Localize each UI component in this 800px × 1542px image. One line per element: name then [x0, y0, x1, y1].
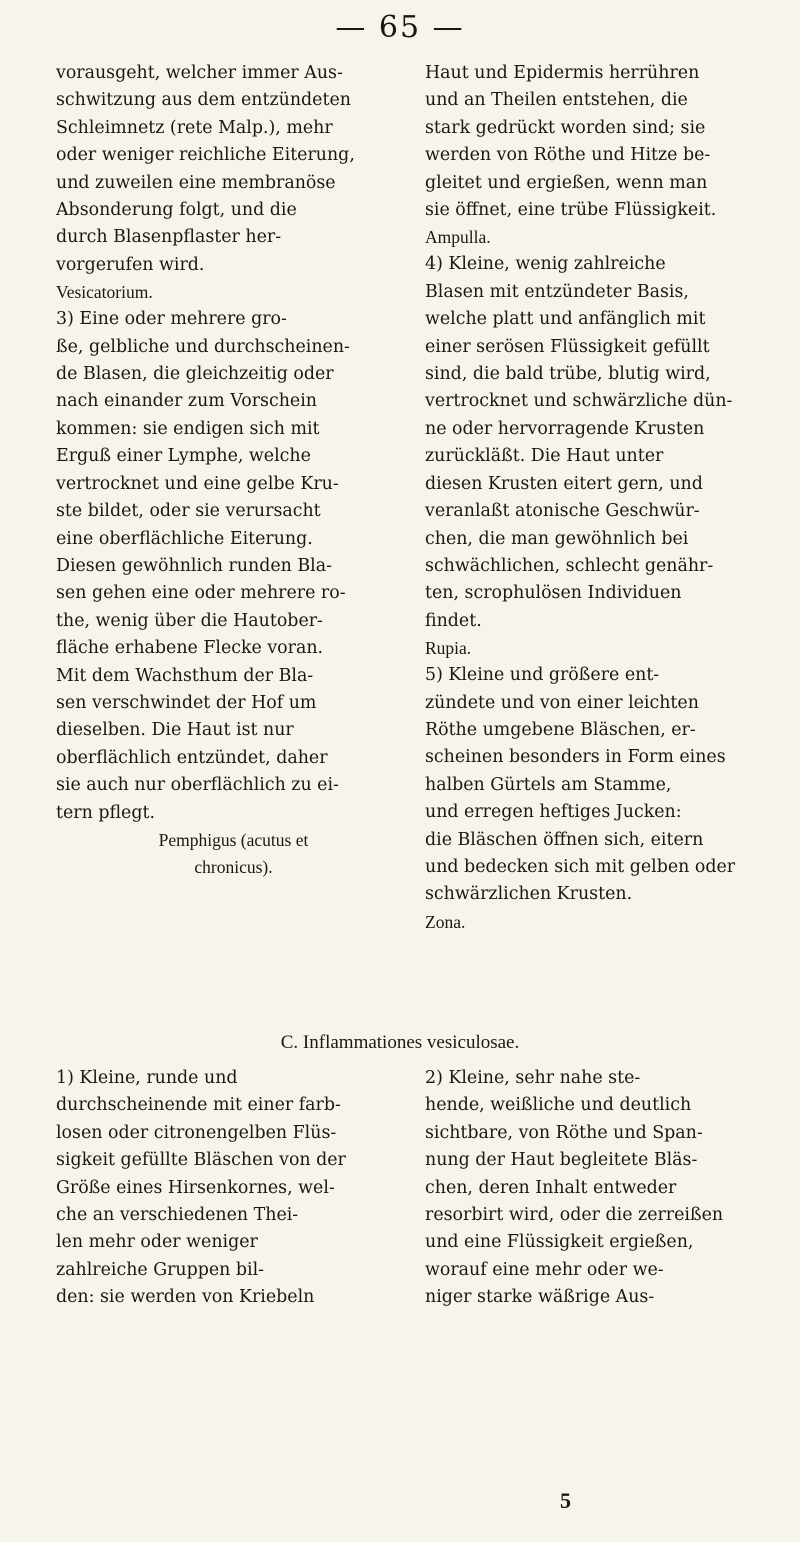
right-paragraph-2: 4) Kleine, wenig zahlreiche Blasen mit entzündeter Basis, welche platt und anfänglich mit einer serösen Flüssigkeit gefüllt sind, die bald trübe, blutig wird, vertrocknet und schwärzliche dün- ne oder hervorragende Krusten zurückläßt. Die Haut unter diesen Krusten eitert gern, und veranlaßt atonische Geschwür- chen, die man gewöhnlich bei schwächlichen, schlecht genähr- ten, scrophulösen Individuen findet.: [425, 254, 733, 631]
lower-left-paragraph: 1) Kleine, runde und durchscheinende mit einer farb- losen oder citronengelben Flüs- sigkeit gefüllte Bläschen von der Größe eines Hirsenkornes, wel- che an verschiedenen Thei- len mehr oder weniger zahlreiche Gruppen bil- den: sie werden von Kriebeln: [56, 1068, 346, 1308]
term-zona: Zona.: [425, 911, 466, 932]
term-rupia: Rupia.: [425, 638, 472, 659]
lower-right-paragraph: 2) Kleine, sehr nahe ste- hende, weißliche und deutlich sichtbare, von Röthe und Span- nung der Haut begleitete Bläs- chen, deren Inhalt entweder resorbirt wird, oder die zerreißen und eine Flüssigkeit ergießen, worauf eine mehr oder we- niger starke wäßrige Aus-: [425, 1068, 724, 1308]
term-vesicatorium: Vesicatorium.: [56, 282, 153, 303]
signature-mark: 5: [560, 1488, 571, 1513]
term-pemphigus: Pemphigus (acutus et chronicus).: [158, 829, 309, 877]
lower-left-column: [56, 1065, 411, 1312]
right-column: [425, 60, 780, 936]
right-paragraph-3: 5) Kleine und größere ent- zündete und von einer leichten Röthe umgebene Bläschen, er- scheinen besonders in Form eines halben Gürtels am Stamme, und erregen heftiges Jucken: die Bläschen öffnen sich, eitern und bedecken sich mit gelben oder schwärzlichen Krusten.: [425, 665, 736, 905]
page-number: — 65 —: [335, 10, 465, 45]
term-ampulla: Ampulla.: [425, 227, 491, 248]
left-column: [56, 60, 411, 881]
left-paragraph-1: vorausgeht, welcher immer Aus- schwitzung aus dem entzündeten Schleimnetz (rete Malp.), mehr oder weniger reichliche Eiterung, und zuweilen eine membranöse Absonderung folgt, und die durch Blasenpflaster her- vorgerufen wird.: [56, 63, 355, 275]
lower-right-column: [425, 1065, 780, 1312]
left-paragraph-2: 3) Eine oder mehrere gro- ße, gelbliche und durchscheinen- de Blasen, die gleichzeitig oder nach einander zum Vorschein kommen: sie endigen sich mit Erguß einer Lymphe, welche vertrocknet und eine gelbe Kru- ste bildet, oder sie verursacht eine oberflächliche Eiterung. Diesen gewöhnlich runden Bla- sen gehen eine oder mehrere ro- the, wenig über die Hautober- fläche erhabene Flecke voran. Mit dem Wachsthum der Bla- sen verschwindet der Hof um dieselben. Die Haut ist nur oberflächlich entzündet, daher sie auch nur oberflächlich zu ei- tern pflegt.: [56, 309, 350, 823]
right-paragraph-1: Haut und Epidermis herrühren und an Theilen entstehen, die stark gedrückt worden sind; sie werden von Röthe und Hitze be- gleitet und ergießen, wenn man sie öffnet, eine trübe Flüssigkeit.: [425, 63, 717, 221]
section-heading: C. Inflammationes vesiculosae.: [280, 1032, 520, 1053]
